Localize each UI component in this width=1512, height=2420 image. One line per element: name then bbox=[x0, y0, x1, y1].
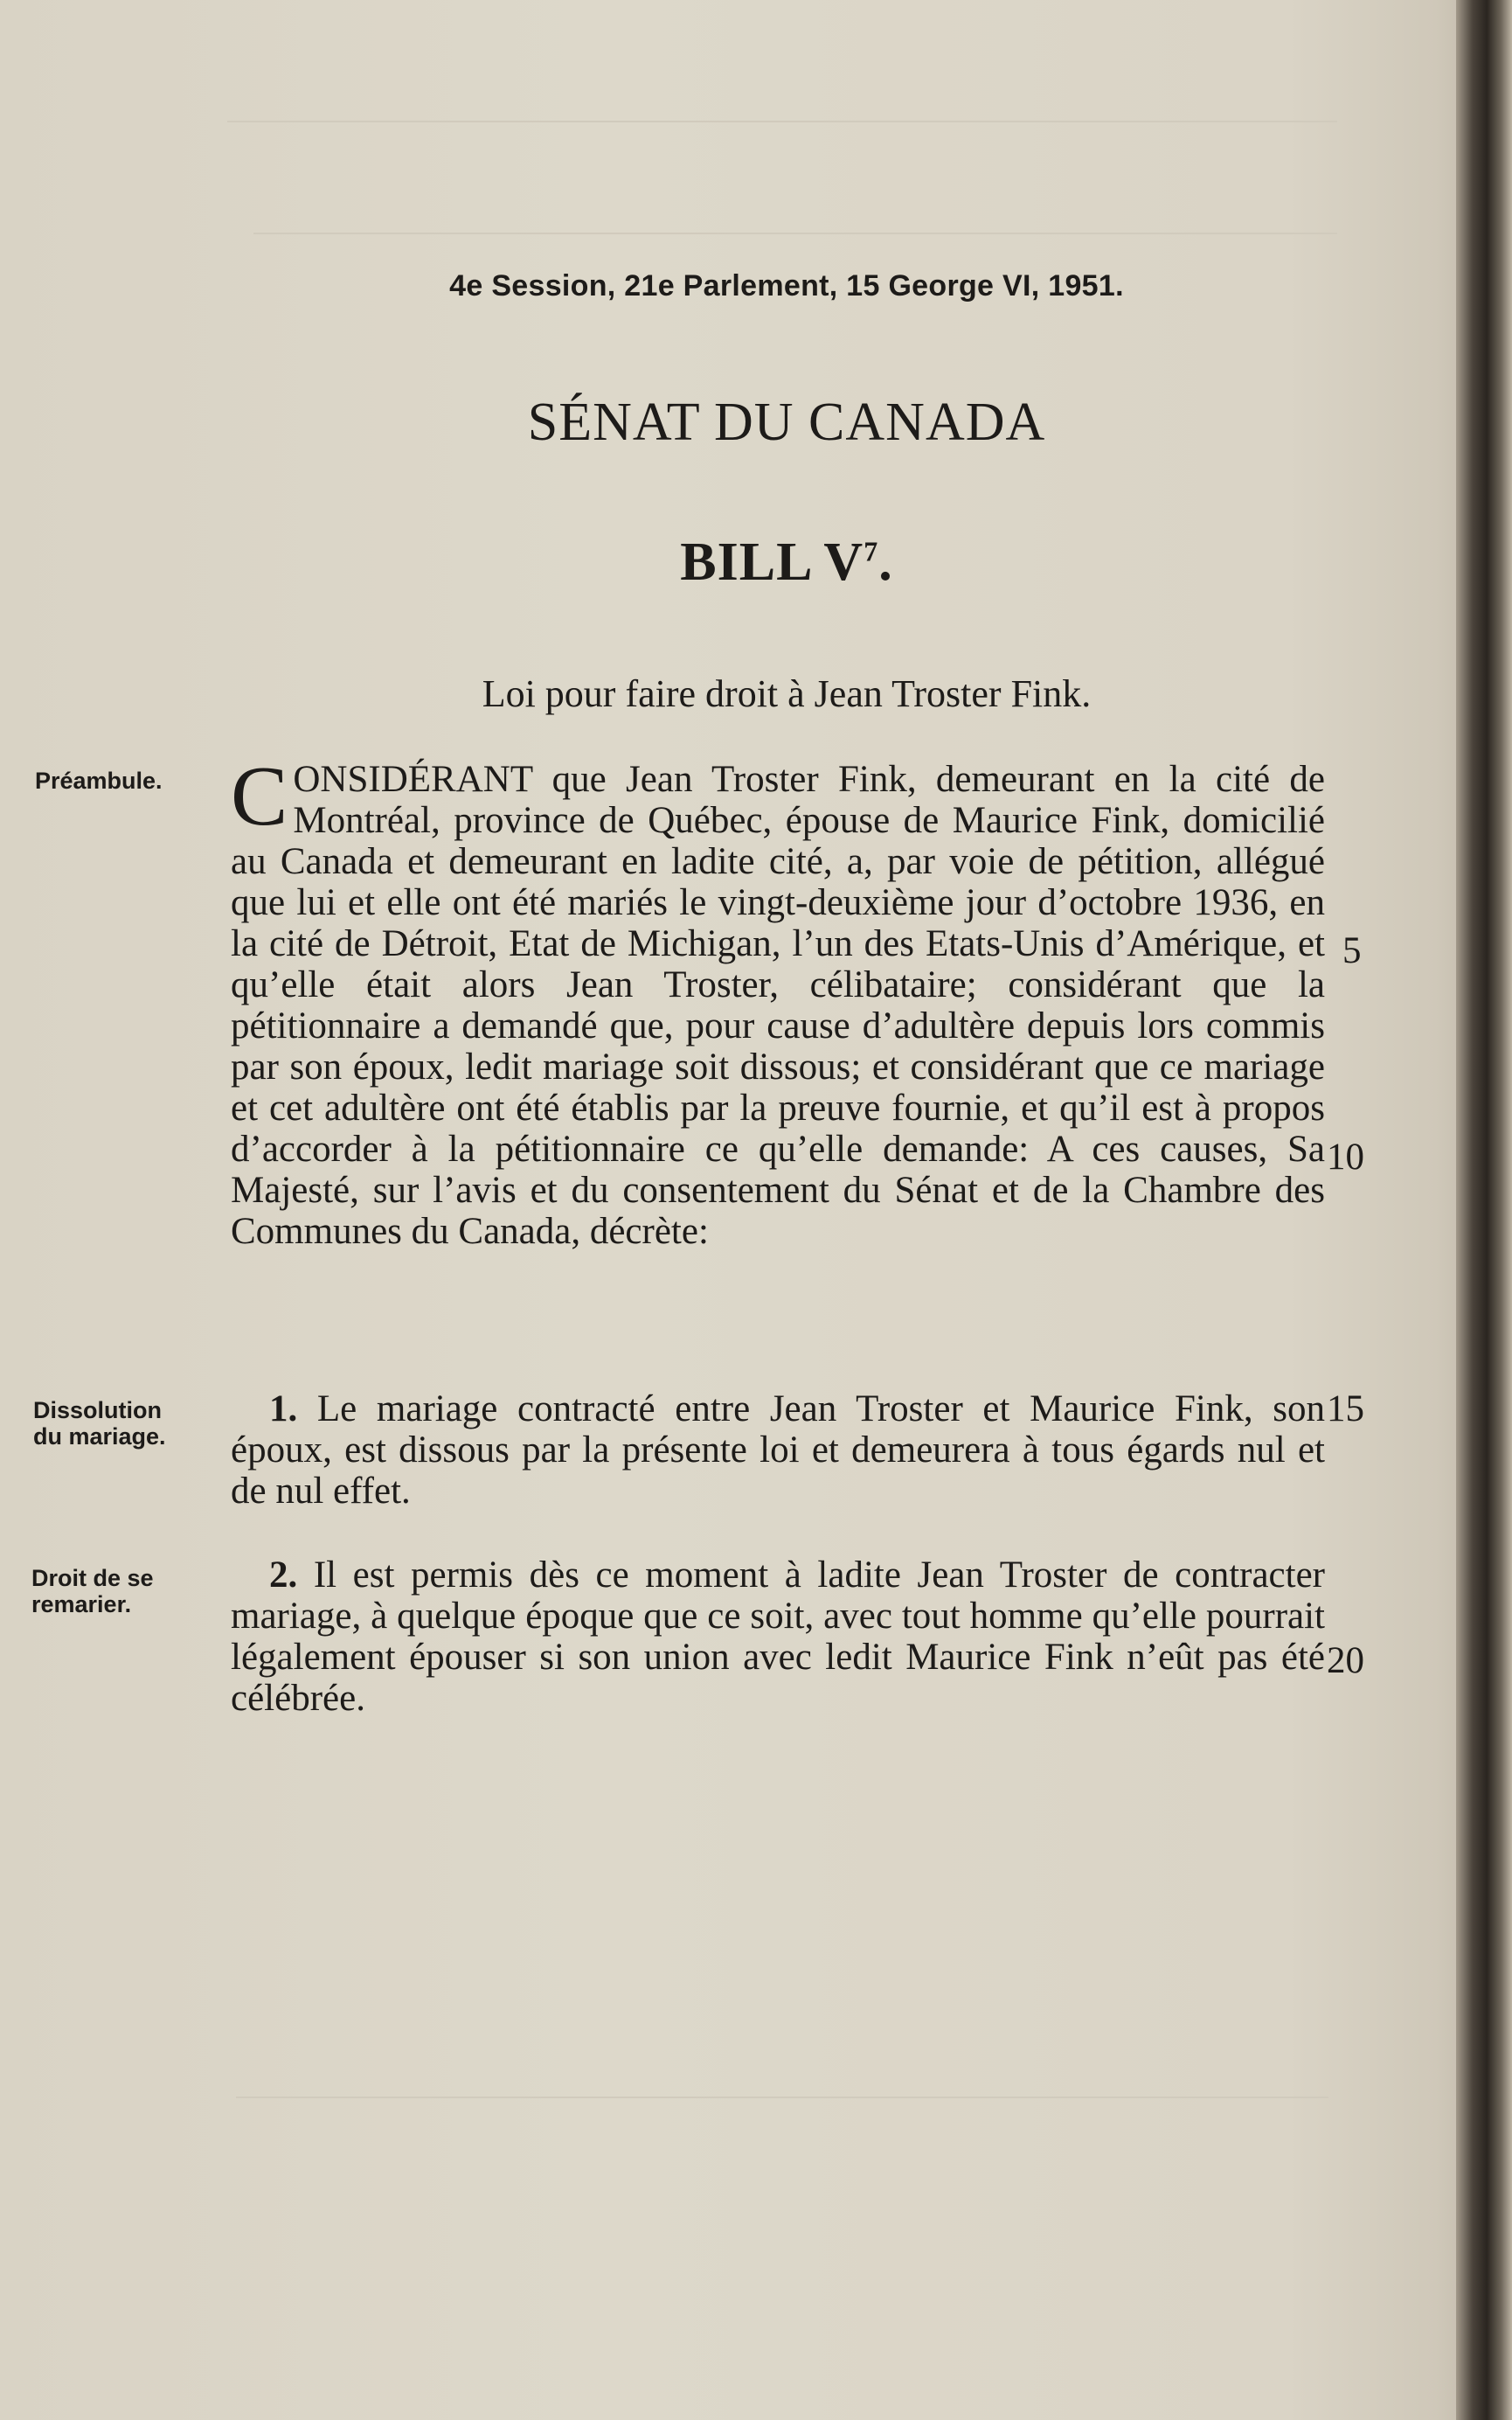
article-2 bbox=[231, 1554, 1325, 1719]
article-1-text: Le mariage contracté entre Jean Troster et Maurice Fink, son époux, est dissous par la présente loi et demeurera à tous égards nul et de nul effet. bbox=[231, 1388, 1326, 1512]
preamble-paragraph bbox=[231, 749, 1325, 1252]
article-1-number: 1. bbox=[269, 1388, 298, 1429]
bill-title bbox=[0, 532, 1512, 594]
margin-note-remarriage: Droit de se remarier. bbox=[31, 1565, 154, 1617]
line-number-10: 10 bbox=[1327, 1137, 1364, 1178]
line-number-20: 20 bbox=[1327, 1640, 1364, 1681]
margin-note-dissolution: Dissolution du mariage. bbox=[33, 1397, 166, 1450]
line-number-5: 5 bbox=[1342, 930, 1362, 971]
book-binding-edge bbox=[1456, 0, 1512, 2420]
bill-subtitle: Loi pour faire droit à Jean Troster Fink. bbox=[482, 672, 1092, 715]
margin-note-preamble: Préambule. bbox=[35, 768, 163, 794]
bill-label: BILL V bbox=[680, 532, 864, 592]
faded-rule-bottom bbox=[236, 2097, 1328, 2098]
article-1 bbox=[231, 1388, 1325, 1512]
session-line: 4e Session, 21e Parlement, 15 George VI, 1951. bbox=[449, 269, 1124, 302]
chamber-title: SÉNAT DU CANADA bbox=[527, 393, 1046, 452]
bill-period: . bbox=[878, 532, 893, 592]
preamble-dropcap: C bbox=[231, 749, 288, 844]
line-number-15: 15 bbox=[1327, 1388, 1364, 1429]
preamble-text: ONSIDÉRANT que Jean Troster Fink, demeurant en la cité de Montréal, province de Québec, épouse de Maurice Fink, domicilié au Canada et demeurant en ladite cité, a, par voie de pétition, allégué que lui et elle ont été mariés le vingt-deuxième jour d’octobre 1936, en la cité de Détroit, Etat de Michigan, l’un des Etats-Unis d’Amérique, et qu’elle était alors Jean Troster, célibataire; considérant que la pétitionnaire a demandé que, pour cause d’adultère depuis lors commis par son époux, ledit mariage soit dissous; et considérant que ce mariage et cet adultère ont été établis par la preuve fournie, et qu’il est à propos d’accorder à la pétitionnaire ce qu’elle demande: A ces causes, Sa Majesté, sur l’avis et du consentement du Sénat et de la Chambre des Communes du Canada, décrète: bbox=[231, 759, 1325, 1252]
faded-rule-top bbox=[227, 121, 1337, 122]
article-2-text: Il est permis dès ce moment à ladite Jean Troster de contracter mariage, à quelque époque que ce soit, avec tout homme qu’elle pourrait légalement épouser si son union avec ledit Maurice Fink n’eût pas été célébrée. bbox=[231, 1554, 1325, 1719]
faded-rule-upper bbox=[253, 233, 1337, 234]
bill-number: 7 bbox=[864, 535, 879, 567]
article-2-number: 2. bbox=[269, 1554, 298, 1596]
